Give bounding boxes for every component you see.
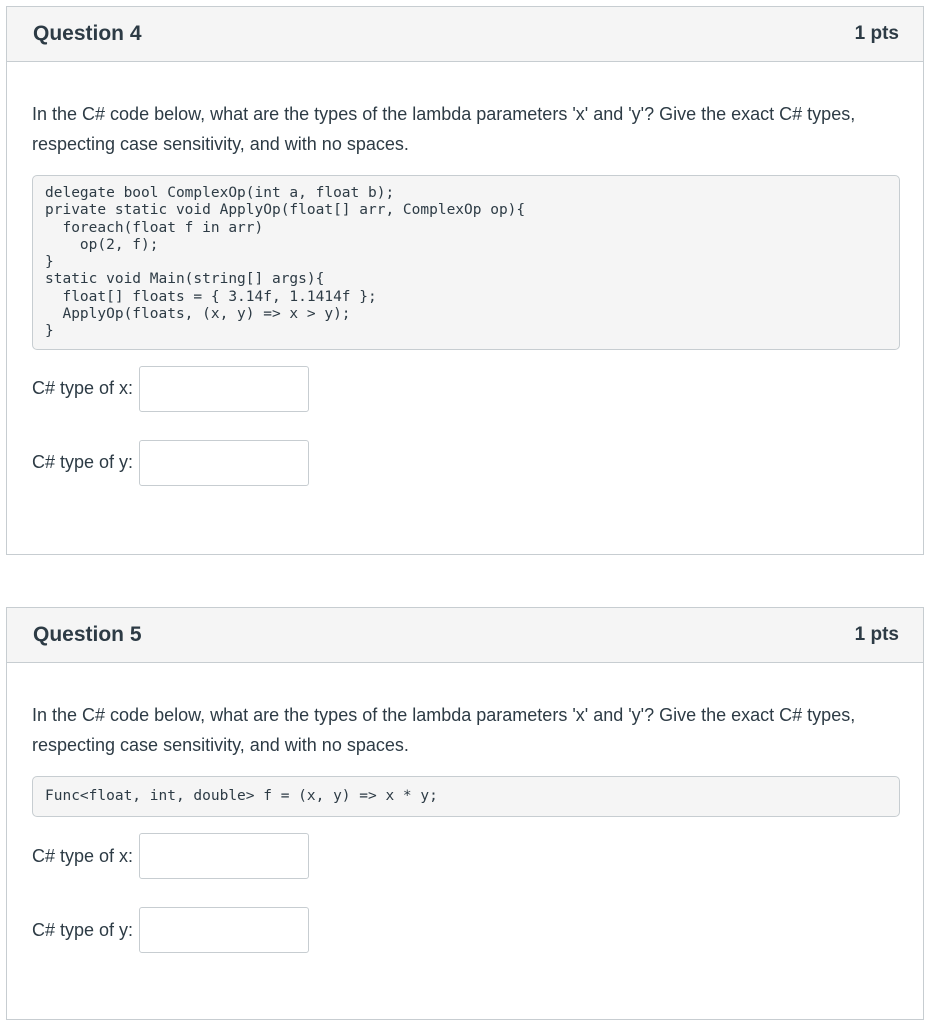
question-header (7, 608, 923, 663)
answer-input-y[interactable] (139, 907, 309, 953)
question-5-card (6, 607, 924, 1020)
code-line: float[] floats = { 3.14f, 1.1414f }; (45, 288, 377, 305)
code-line: static void Main(string[] args){ (45, 271, 325, 288)
answer-row-x (32, 833, 898, 879)
answer-label-y: C# type of y: (32, 452, 134, 473)
question-body (7, 700, 923, 953)
question-points: 1 pts (854, 23, 899, 44)
question-points: 1 pts (854, 624, 899, 645)
code-line: Func<float, int, double> f = (x, y) => x * y; (45, 788, 438, 804)
code-line: ApplyOp(floats, (x, y) => x > y); (45, 306, 351, 323)
answer-input-y[interactable] (139, 440, 309, 486)
answer-label-x: C# type of x: (32, 845, 134, 866)
question-body (7, 99, 923, 486)
question-title: Question 5 (33, 623, 142, 646)
question-text: In the C# code below, what are the types of the lambda parameters 'x' and 'y'? Give the exact C# types, respecting case sensitivity, and with no spaces. (32, 705, 856, 755)
answer-input-x[interactable] (139, 833, 309, 879)
code-line: } (45, 323, 54, 340)
answer-row-y (32, 440, 898, 486)
answer-input-x[interactable] (139, 366, 309, 412)
code-block (32, 175, 900, 350)
code-block (32, 776, 900, 817)
code-line: } (45, 254, 54, 271)
answer-row-x (32, 366, 898, 412)
question-text: In the C# code below, what are the types of the lambda parameters 'x' and 'y'? Give the exact C# types, respecting case sensitivity, and with no spaces. (32, 104, 856, 154)
code-line: foreach(float f in arr) (45, 219, 264, 236)
question-header (7, 7, 923, 62)
code-line: op(2, f); (45, 236, 159, 253)
answer-label-y: C# type of y: (32, 919, 134, 940)
answer-row-y (32, 907, 898, 953)
code-line: private static void ApplyOp(float[] arr, ComplexOp op){ (45, 202, 526, 219)
answer-label-x: C# type of x: (32, 378, 134, 399)
question-4-card (6, 6, 924, 555)
question-title: Question 4 (33, 22, 142, 45)
code-line: delegate bool ComplexOp(int a, float b); (45, 185, 395, 201)
